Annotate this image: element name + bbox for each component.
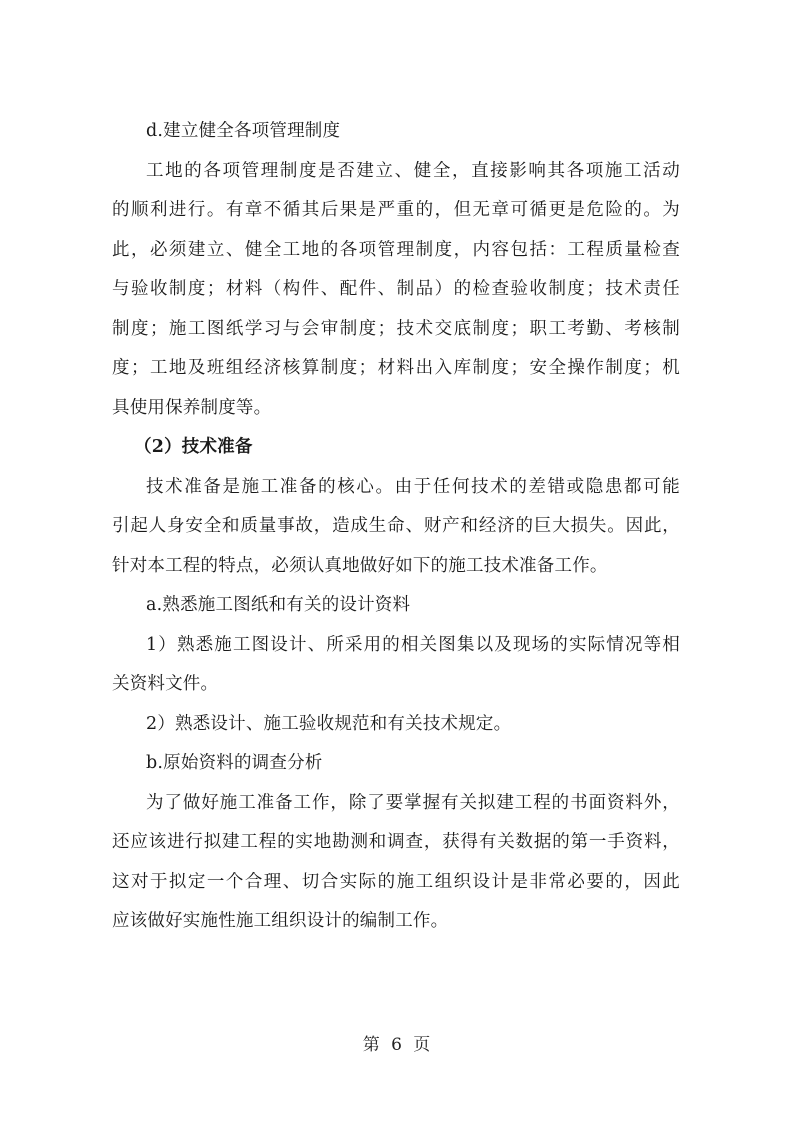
paragraph-line: 应该做好实施性施工组织设计的编制工作。 [112, 911, 449, 931]
subheading-management-system: d.建立健全各项管理制度 [146, 121, 341, 141]
paragraph-management-system [112, 152, 680, 429]
subheading-raw-data: b.原始资料的调查分析 [146, 753, 323, 773]
section-heading-technical-preparation: （2）技术准备 [134, 437, 253, 457]
paragraph-line: 工地的各项管理制度是否建立、健全，直接影响其各项施工活动 [146, 160, 680, 181]
paragraph-line: 具使用保养制度等。 [112, 397, 272, 418]
paragraph-line: 引起人身安全和质量事故，造成生命、财产和经济的巨大损失。因此， [112, 516, 680, 536]
paragraph-line: 为了做好施工准备工作，除了要掌握有关拟建工程的书面资料外， [146, 792, 680, 813]
subheading-drawings: a.熟悉施工图纸和有关的设计资料 [146, 595, 411, 615]
paragraph-line: 与验收制度；材料（构件、配件、制品）的检查验收制度；技术责任 [112, 279, 680, 299]
paragraph-line: 技术准备是施工准备的核心。由于任何技术的差错或隐患都可能 [146, 476, 680, 497]
paragraph-line: 度；工地及班组经济核算制度；材料出入库制度；安全操作制度；机 [112, 358, 680, 378]
paragraph-item-2: 2）熟悉设计、施工验收规范和有关技术规定。 [146, 713, 512, 734]
paragraph-item-1 [112, 626, 680, 705]
paragraph-line: 1）熟悉施工图设计、所采用的相关图集以及现场的实际情况等相 [146, 634, 680, 655]
page-content [112, 112, 680, 942]
paragraph-line: 关资料文件。 [112, 674, 219, 694]
paragraph-line: 此，必须建立、健全工地的各项管理制度，内容包括：工程质量检查 [112, 239, 680, 260]
paragraph-raw-data [112, 784, 680, 942]
page-number: 第 6 页 [362, 1035, 431, 1055]
paragraph-line: 的顺利进行。有章不循其后果是严重的，但无章可循更是危险的。为 [112, 200, 680, 220]
paragraph-line: 还应该进行拟建工程的实地勘测和调查，获得有关数据的第一手资料， [112, 832, 680, 852]
paragraph-line: 针对本工程的特点，必须认真地做好如下的施工技术准备工作。 [112, 555, 608, 576]
paragraph-line: 制度；施工图纸学习与会审制度；技术交底制度；职工考勤、考核制 [112, 318, 680, 339]
paragraph-line: 这对于拟定一个合理、切合实际的施工组织设计是非常必要的，因此 [112, 871, 680, 892]
paragraph-technical-preparation [112, 468, 680, 587]
